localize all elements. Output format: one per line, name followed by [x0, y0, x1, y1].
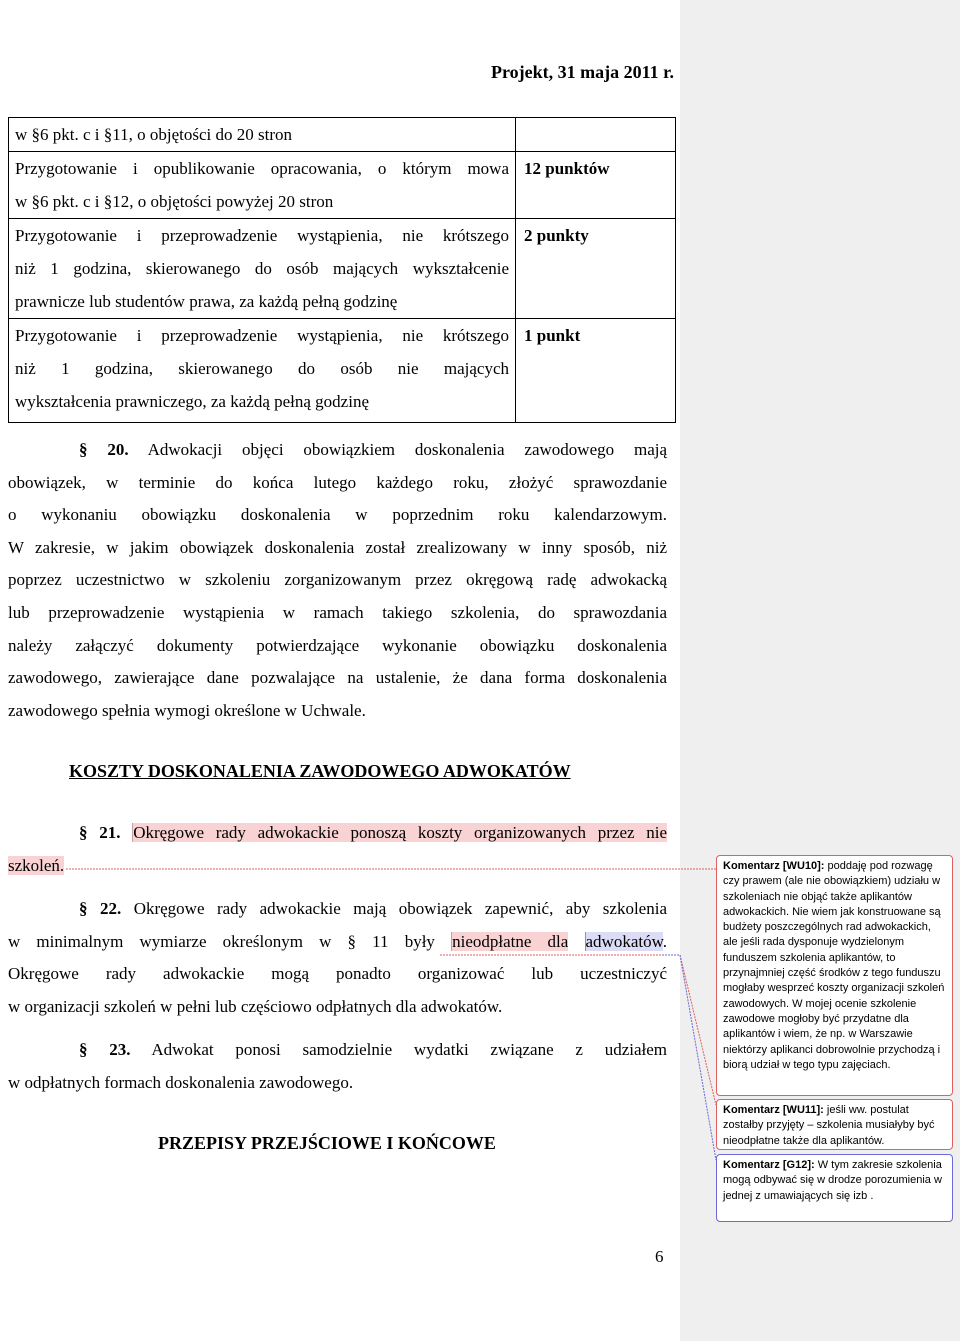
paragraph-line: poprzez uczestnictwo w szkoleniu zorganizowanym przez okręgową radę adwokacką	[8, 570, 667, 590]
commented-text: Okręgowe rady adwokackie ponoszą koszty organizowanych przez nie	[133, 823, 668, 842]
paragraph-line: zawodowego spełnia wymogi określone w Uchwale.	[8, 700, 366, 720]
paragraph-text: Okręgowe rady adwokackie mają obowiązek zapewnić, aby szkolenia	[133, 899, 667, 918]
comment-wu10[interactable]	[716, 855, 953, 1096]
paragraph-line	[8, 1034, 667, 1067]
paragraph-line	[8, 817, 667, 850]
paragraph-text: Adwokacji objęci obowiązkiem doskonalenia zawodowego mają	[147, 440, 668, 459]
points-value: 2 punkty	[524, 226, 589, 245]
section-heading-costs: KOSZTY DOSKONALENIA ZAWODOWEGO ADWOKATÓW	[69, 761, 571, 781]
paragraph-line: Okręgowe rady adwokackie mogą ponadto organizować lub uczestniczyć	[8, 964, 667, 984]
table-row	[9, 152, 676, 219]
commented-text: nieodpłatne dla	[452, 931, 569, 951]
table-cell-line: w §6 pkt. c i §12, o objętości powyżej 20 stron	[15, 192, 334, 211]
paragraph-line: w organizacji szkoleń w pełni lub częściowo odpłatnych dla adwokatów.	[8, 996, 503, 1016]
paragraph-20	[8, 434, 667, 727]
paragraph-line	[8, 434, 667, 467]
points-value: 12 punktów	[524, 159, 610, 178]
paragraph-text: .	[662, 931, 668, 951]
comment-g12[interactable]	[716, 1154, 953, 1222]
table-row	[9, 319, 676, 423]
paragraph-text: w minimalnym wymiarze określonym w § 11 były	[8, 931, 452, 951]
table-cell-description	[9, 118, 516, 152]
table-cell-line: prawnicze lub studentów prawa, za każdą pełną godzinę	[15, 292, 398, 311]
table-cell-line: Przygotowanie i przeprowadzenie wystąpienia, nie krótszego	[15, 226, 509, 245]
points-table	[8, 117, 676, 423]
section-number: § 20.	[79, 440, 129, 459]
paragraph-23	[8, 1034, 667, 1099]
paragraph-line: w odpłatnych formach doskonalenia zawodowego.	[8, 1072, 354, 1092]
table-cell-points	[516, 319, 676, 423]
comment-text: jeśli ww. postulat zostałby przyjęty – szkolenia musiałyby być nieodpłatne także dla aplikantów.	[723, 1104, 935, 1147]
section-number: § 22.	[79, 899, 122, 918]
paragraph-line: o wykonaniu obowiązku doskonalenia w poprzednim roku kalendarzowym.	[8, 505, 667, 525]
comment-text: poddaję pod rozwagę czy prawem (ale nie obowiązkiem) udziału w szkoleniach nie objąć także aplikantów adwokackich. Nie wiem jak konstruowane są budżety poszczególnych rad adwokackich, ale jeśli rada dysponuje wydzielonym funduszem szkolenia aplikantów, to przynajmniej część środków z tego funduszu mogłaby wesprzeć koszty organizacji szkoleń zawodowych. W mojej ocenie szkolenie zawodowe mogłoby być przydatne dla aplikantów i wiem, że np. w Warszawie niektórzy aplikanci dobrowolnie przychodzą i biorą udział w tego typu zajęciach.	[723, 860, 945, 1071]
comment-label: Komentarz [G12]:	[723, 1159, 815, 1171]
paragraph-line: W zakresie, w jakim obowiązek doskonalenia został zrealizowany w inny sposób, niż	[8, 537, 667, 557]
paragraph-line: zawodowego, zawierające dane pozwalające na ustalenie, że dana forma doskonalenia	[8, 668, 667, 688]
table-cell-description	[9, 319, 516, 423]
table-row	[9, 118, 676, 152]
section-number: § 23.	[79, 1040, 131, 1059]
page-number: 6	[655, 1247, 664, 1266]
table-cell-line: w §6 pkt. c i §11, o objętości do 20 stron	[15, 125, 293, 144]
commented-text: adwokatów	[585, 931, 663, 951]
table-cell-points	[516, 152, 676, 219]
paragraph-line: lub przeprowadzenie wystąpienia w ramach takiego szkolenia, do sprawozdania	[8, 602, 667, 622]
paragraph-line: obowiązek, w terminie do końca lutego każdego roku, złożyć sprawozdanie	[8, 472, 667, 492]
paragraph-line: należy załączyć dokumenty potwierdzające wykonanie obowiązku doskonalenia	[8, 635, 667, 655]
comment-label: Komentarz [WU11]:	[723, 1104, 824, 1116]
paragraph-text: Adwokat ponosi samodzielnie wydatki związane z udziałem	[151, 1040, 667, 1059]
table-cell-line: niż 1 godzina, skierowanego do osób nie mających	[15, 359, 509, 378]
table-cell-line: Przygotowanie i przeprowadzenie wystąpienia, nie krótszego	[15, 326, 509, 345]
table-cell-points	[516, 219, 676, 319]
commented-text: szkoleń.	[8, 855, 65, 875]
points-value: 1 punkt	[524, 326, 581, 345]
section-heading-final: PRZEPISY PRZEJŚCIOWE I KOŃCOWE	[158, 1133, 496, 1153]
table-cell-line: wykształcenia prawniczego, za każdą pełną godzinę	[15, 392, 369, 411]
table-cell-line: niż 1 godzina, skierowanego do osób mających wykształcenie	[15, 259, 509, 278]
table-cell-points	[516, 118, 676, 152]
section-number: § 21.	[79, 823, 121, 842]
table-row	[9, 219, 676, 319]
comment-label: Komentarz [WU10]:	[723, 860, 825, 872]
paragraph-21	[8, 817, 667, 882]
table-cell-description	[9, 152, 516, 219]
table-cell-line: Przygotowanie i opublikowanie opracowania, o którym mowa	[15, 159, 509, 178]
table-cell-description	[9, 219, 516, 319]
paragraph-line	[8, 926, 667, 959]
comment-text: W tym zakresie szkolenia mogą odbywać się w drodze porozumienia w jednej z umawiających się izb .	[723, 1159, 942, 1202]
paragraph-line	[8, 850, 667, 883]
paragraph-22	[8, 893, 667, 1023]
comment-wu11[interactable]	[716, 1099, 953, 1150]
paragraph-line	[8, 893, 667, 926]
draft-date-header: Projekt, 31 maja 2011 r.	[491, 62, 674, 82]
